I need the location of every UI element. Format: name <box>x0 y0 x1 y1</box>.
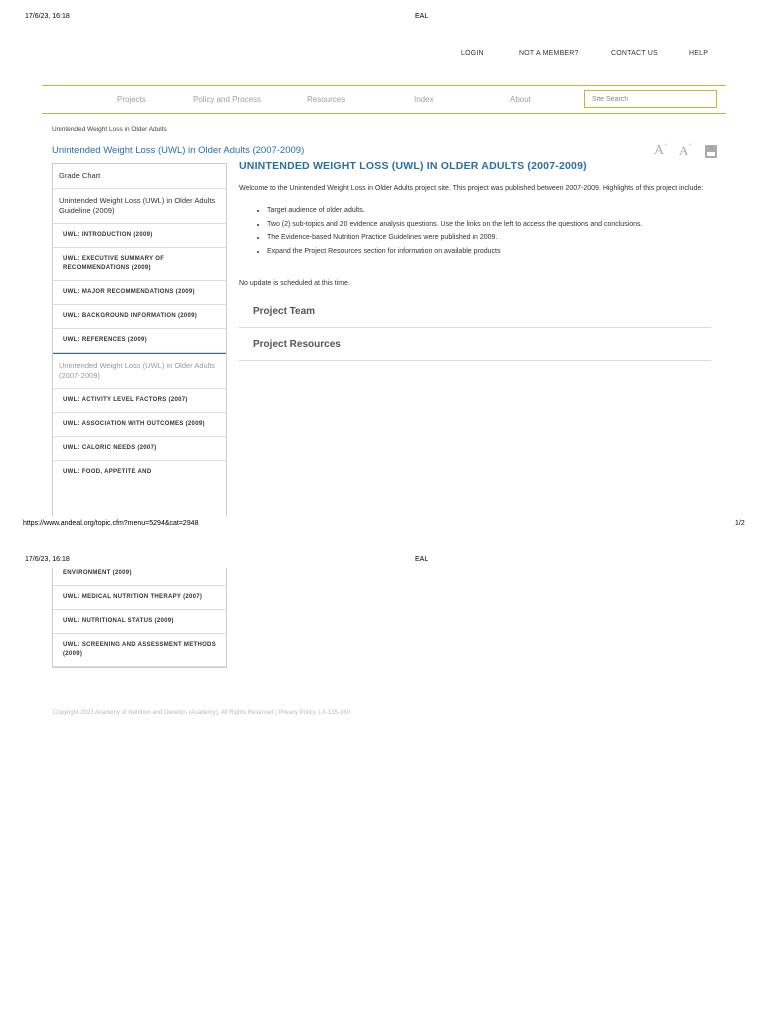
list-item: • Expand the Project Resources section for information on available products <box>267 245 711 259</box>
accordion-project-resources[interactable]: Project Resources <box>239 328 711 361</box>
print-datetime-2: 17/6/23, 16:18 <box>25 556 70 563</box>
sidebar-item-references[interactable]: UWL: REFERENCES (2009) <box>53 329 226 353</box>
copyright-text: Copyright 2023 Academy of Nutrition and Dietetics (Academy), All Rights Reserved | Privacy Policy, LX-135-160 <box>53 710 350 716</box>
login-link[interactable]: LOGIN <box>461 50 484 57</box>
sidebar-item-major-recommendations[interactable]: UWL: MAJOR RECOMMENDATIONS (2009) <box>53 281 226 305</box>
nav-projects[interactable]: Projects <box>117 95 146 104</box>
top-nav <box>0 50 768 62</box>
nav-resources[interactable]: Resources <box>307 95 346 104</box>
breadcrumb[interactable]: Unintended Weight Loss in Older Adults <box>52 126 167 133</box>
list-item: • Target audience of older adults. <box>267 204 711 218</box>
print-datetime: 17/6/23, 16:18 <box>25 13 70 20</box>
sidebar-item-executive-summary[interactable]: UWL: EXECUTIVE SUMMARY OF RECOMMENDATIONS (2009) <box>53 248 226 281</box>
main-content <box>239 160 711 361</box>
save-icon[interactable] <box>705 145 717 158</box>
sidebar-item-nutritional-status[interactable]: UWL: NUTRITIONAL STATUS (2009) <box>53 610 226 634</box>
sidebar-item-caloric-needs[interactable]: UWL: CALORIC NEEDS (2007) <box>53 437 226 461</box>
intro-text: Welcome to the Unintended Weight Loss in Older Adults project site. This project was published between 2007-2009. Highlights of this project include: <box>239 185 704 192</box>
list-item: • The Evidence-based Nutrition Practice Guidelines were published in 2009. <box>267 231 711 245</box>
font-decrease-button[interactable]: A+ <box>679 143 692 158</box>
nav-policy-and-process[interactable]: Policy and Process <box>193 95 262 104</box>
list-item: • Two (2) sub-topics and 20 evidence analysis questions. Use the links on the left to access the questions and conclusions. <box>267 218 711 232</box>
sidebar-item-guideline[interactable]: Unintended Weight Loss (UWL) in Older Adults Guideline (2009) <box>53 189 226 224</box>
content-title: UNINTENDED WEIGHT LOSS (UWL) IN OLDER ADULTS (2007-2009) <box>239 160 587 172</box>
print-title: EAL <box>415 13 429 20</box>
nav-about[interactable]: About <box>510 95 531 104</box>
accordion-project-team[interactable]: Project Team <box>239 295 711 328</box>
main-nav <box>42 85 726 114</box>
sidebar-item-medical-nutrition-therapy[interactable]: UWL: MEDICAL NUTRITION THERAPY (2007) <box>53 586 226 610</box>
sidebar-item-screening-assessment[interactable]: UWL: SCREENING AND ASSESSMENT METHODS (2009) <box>53 634 226 667</box>
highlights-list <box>267 204 711 258</box>
site-search-input[interactable] <box>584 90 717 108</box>
sidebar-item-food-appetite[interactable]: UWL: FOOD, APPETITE AND <box>63 469 152 475</box>
print-page-number: 1/2 <box>735 520 745 527</box>
sidebar-item-project-active[interactable]: Unintended Weight Loss (UWL) in Older Adults (2007-2009) <box>53 353 226 389</box>
nav-index[interactable]: Index <box>414 95 434 104</box>
sidebar <box>52 163 227 516</box>
not-a-member-link[interactable]: NOT A MEMBER? <box>519 50 579 57</box>
help-link[interactable]: HELP <box>689 50 709 57</box>
sidebar-item-food-appetite-cont[interactable]: ENVIRONMENT (2009) <box>53 568 226 586</box>
accordion <box>239 295 711 361</box>
print-url: https://www.andeal.org/topic.cfm?menu=5294&cat=2948 <box>23 520 199 527</box>
sidebar-continued <box>52 568 227 668</box>
contact-us-link[interactable]: CONTACT US <box>611 50 658 57</box>
sidebar-item-association-outcomes[interactable]: UWL: ASSOCIATION WITH OUTCOMES (2009) <box>53 413 226 437</box>
sidebar-item-grade-chart[interactable]: Grade Chart <box>53 164 226 189</box>
font-increase-button[interactable]: A+ <box>654 143 668 158</box>
sidebar-item-activity-level[interactable]: UWL: ACTIVITY LEVEL FACTORS (2007) <box>53 389 226 413</box>
sidebar-item-introduction[interactable]: UWL: INTRODUCTION (2009) <box>53 224 226 248</box>
print-title-2: EAL <box>415 556 429 563</box>
sidebar-item-background-information[interactable]: UWL: BACKGROUND INFORMATION (2009) <box>53 305 226 329</box>
update-note: No update is scheduled at this time. <box>239 280 350 287</box>
page-title: Unintended Weight Loss (UWL) in Older Adults (2007-2009) <box>52 145 305 156</box>
